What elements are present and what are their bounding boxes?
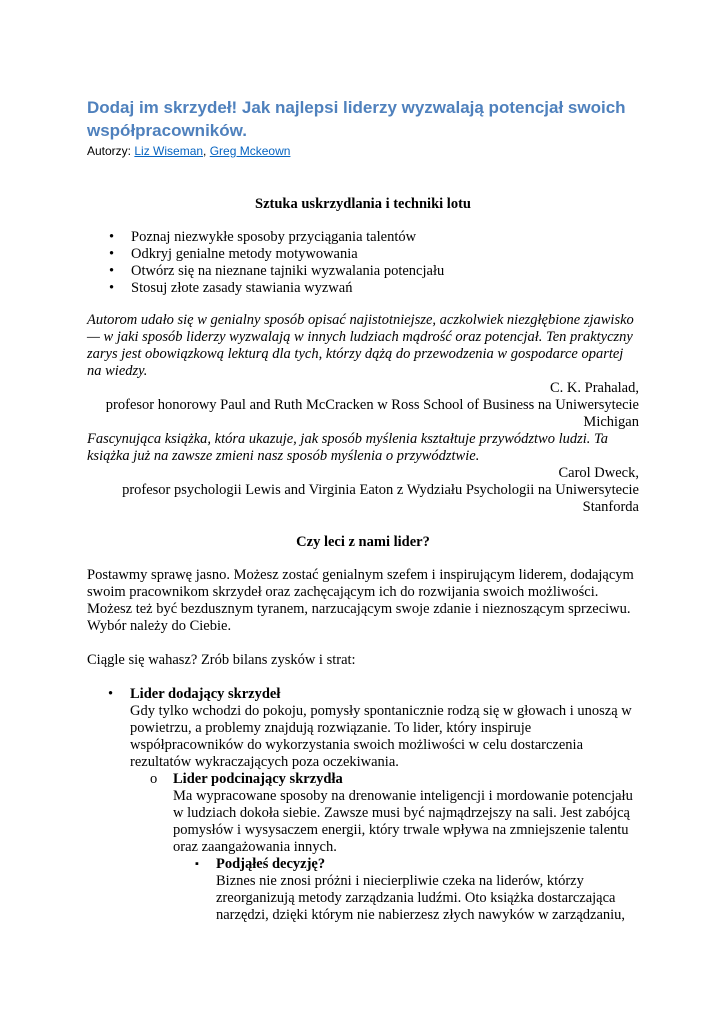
list-item bbox=[87, 246, 639, 263]
list-item bbox=[87, 280, 639, 297]
author-link-wiseman[interactable]: Liz Wiseman bbox=[134, 144, 204, 158]
features-list bbox=[87, 229, 639, 297]
section-heading-lider: Czy leci z nami lider? bbox=[296, 534, 430, 550]
bullet-icon: • bbox=[109, 229, 115, 245]
list-item-text: Otwórz się na nieznane tajniki wyzwalania potencjału bbox=[131, 263, 445, 279]
section-heading-sztuka: Sztuka uskrzydlania i techniki lotu bbox=[255, 196, 471, 212]
item-title: Podjąłeś decyzję? bbox=[216, 856, 326, 872]
list-item-level1 bbox=[87, 686, 639, 924]
list-item bbox=[87, 229, 639, 246]
item-text: Biznes nie znosi próżni i niecierpliwie czeka na liderów, którzy zreorganizują metody zarządzania ludźmi. Oto książka dostarczająca narzędzi, dzięki którym nie nabierzesz złych nawyków w zarządzaniu, bbox=[216, 873, 626, 923]
bullet-icon: • bbox=[109, 280, 115, 296]
quote-author-prahalad: C. K. Prahalad, bbox=[550, 380, 639, 396]
list-item bbox=[87, 263, 639, 280]
item-title: Lider podcinający skrzydła bbox=[173, 771, 343, 787]
item-title: Lider dodający skrzydeł bbox=[130, 686, 281, 702]
document-page bbox=[87, 96, 639, 924]
quote-author-dweck: Carol Dweck, bbox=[558, 465, 639, 481]
list-item-text: Odkryj genialne metody motywowania bbox=[131, 246, 358, 262]
list-item-text: Poznaj niezwykłe sposoby przyciągania talentów bbox=[131, 229, 417, 245]
author-link-mckeown[interactable]: Greg Mckeown bbox=[209, 144, 291, 158]
square-bullet-icon: ▪ bbox=[195, 858, 199, 870]
authors-separator: , bbox=[203, 144, 210, 158]
circle-bullet-icon: o bbox=[150, 771, 158, 787]
bullet-icon: • bbox=[109, 263, 115, 279]
item-text: Gdy tylko wchodzi do pokoju, pomysły spontanicznie rodzą się w głowach i unoszą w powietrzu, a problemy znajdują rozwiązanie. To lider, który inspiruje współpracowników do wykorzystania swoich możliwości w celu dostarczenia rezultatów wykraczających poza oczekiwania. bbox=[130, 703, 632, 770]
list-item-level3 bbox=[173, 856, 639, 924]
document-title: Dodaj im skrzydeł! Jak najlepsi liderzy wyzwalają potencjał swoich współpracowników. bbox=[87, 98, 626, 140]
quote-affiliation-dweck: profesor psychologii Lewis and Virginia Eaton z Wydziału Psychologii na Uniwersytecie Stanforda bbox=[122, 482, 639, 515]
paragraph-intro: Postawmy sprawę jasno. Możesz zostać genialnym szefem i inspirującym liderem, dodającym swoim pracownikom skrzydeł oraz zachęcającym ich do rozwijania swoich możliwości. Możesz też być bezdusznym tyranem, narzucającym swoje zdanie i nieznoszącym sprzeciwu. Wybór należy do Ciebie. bbox=[87, 567, 634, 634]
quote-dweck: Fascynująca książka, która ukazuje, jak sposób myślenia kształtuje przywództwo ludzi. Ta książka już na zawsze zmieni nasz sposób myślenia o przywództwie. bbox=[87, 431, 609, 464]
bullet-icon: • bbox=[108, 686, 114, 702]
quote-affiliation-prahalad: profesor honorowy Paul and Ruth McCracken w Ross School of Business na Uniwersytecie Michigan bbox=[105, 397, 639, 430]
list-item-level2 bbox=[130, 771, 639, 924]
paragraph-question: Ciągle się wahasz? Zrób bilans zysków i strat: bbox=[87, 652, 356, 668]
bullet-icon: • bbox=[109, 246, 115, 262]
item-text: Ma wypracowane sposoby na drenowanie inteligencji i mordowanie potencjału w ludziach dokoła siebie. Zawsze musi być najmądrzejszy na sali. Jest zabójcą pomysłów i wysysaczem energii, który trwale wpływa na zmniejszenie talentu oraz zaangażowania innych. bbox=[173, 788, 633, 855]
authors-line bbox=[87, 143, 639, 159]
authors-prefix: Autorzy: bbox=[87, 144, 135, 158]
quote-prahalad: Autorom udało się w genialny sposób opisać najistotniejsze, aczkolwiek niezgłębione zjawisko — w jaki sposób liderzy wyzwalają w innych ludziach mądrość oraz potencjał. Ten praktyczny zarys jest obowiązkową lekturą dla tych, którzy dążą do przewodzenia w gospodarce opartej na wiedzy. bbox=[87, 312, 634, 379]
list-item-text: Stosuj złote zasady stawiania wyzwań bbox=[131, 280, 353, 296]
